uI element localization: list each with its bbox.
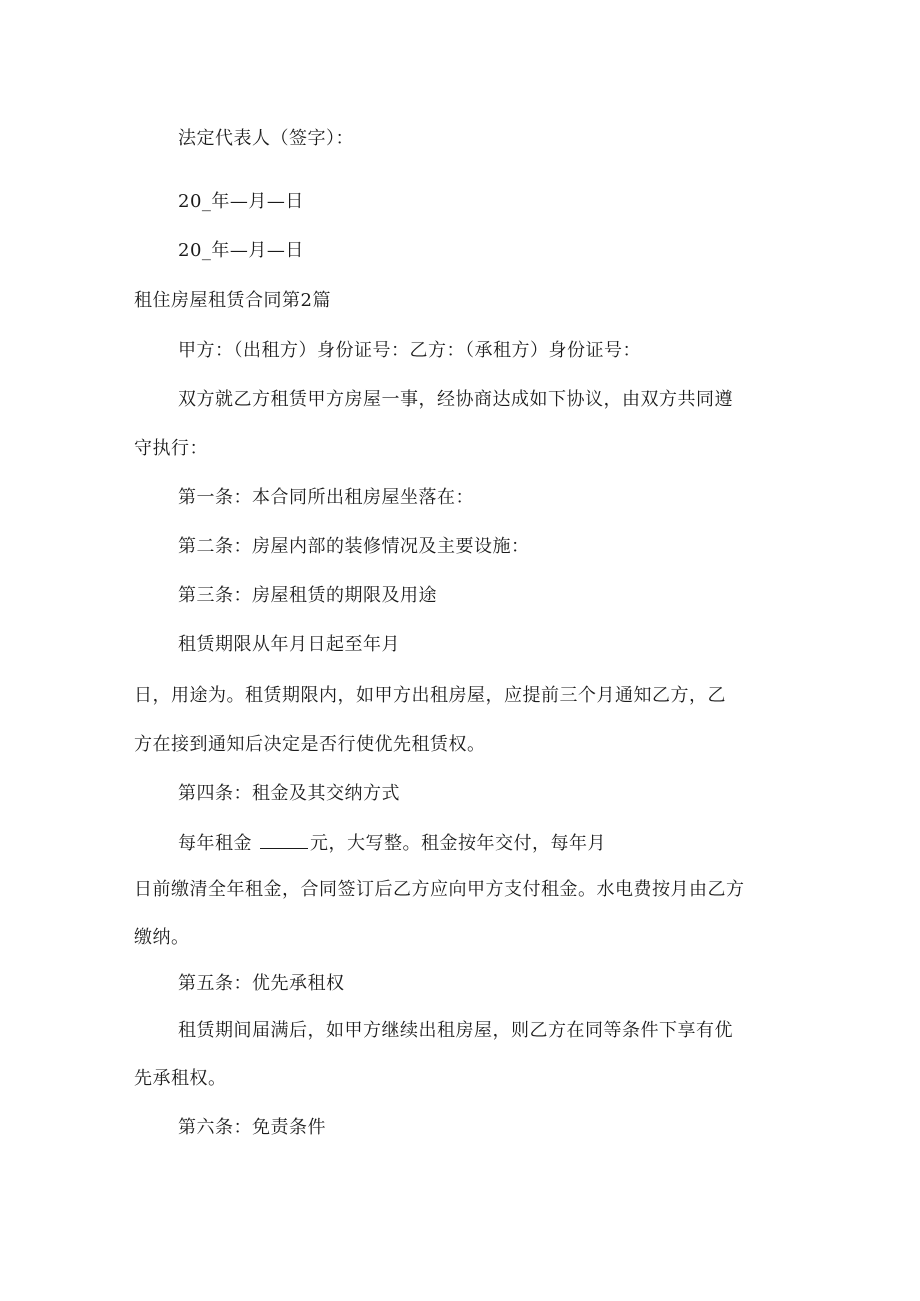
section-title: 租住房屋租赁合同第2篇 xyxy=(134,290,331,311)
article-3: 第三条：房屋租赁的期限及用途 xyxy=(178,585,437,606)
date-line-1: 20_年—月—日 xyxy=(178,191,304,212)
date-line-2: 20_年—月—日 xyxy=(178,240,304,261)
rent-terms: 元，大写整。租金按年交付，每年月 xyxy=(310,833,606,854)
article-4-paragraph-1 xyxy=(178,832,606,855)
intro-line-2: 守执行： xyxy=(134,438,208,459)
article-4-paragraph-2: 日前缴清全年租金，合同签订后乙方应向甲方支付租金。水电费按月由乙方 xyxy=(134,879,745,900)
article-5: 第五条：优先承租权 xyxy=(178,973,345,994)
parties-line: 甲方：（出租方）身份证号：乙方：（承租方）身份证号： xyxy=(178,340,641,361)
article-1: 第一条：本合同所出租房屋坐落在： xyxy=(178,487,474,508)
article-5-paragraph-2: 先承租权。 xyxy=(134,1068,227,1089)
article-3-paragraph-2: 日，用途为。租赁期限内，如甲方出租房屋，应提前三个月通知乙方，乙 xyxy=(134,685,726,706)
article-3-paragraph-3: 方在接到通知后决定是否行使优先租赁权。 xyxy=(134,734,486,755)
article-6: 第六条：免责条件 xyxy=(178,1117,326,1138)
intro-line-1: 双方就乙方租赁甲方房屋一事，经协商达成如下协议，由双方共同遵 xyxy=(178,389,733,410)
signature-line: 法定代表人（签字）： xyxy=(178,128,354,149)
article-2: 第二条：房屋内部的装修情况及主要设施： xyxy=(178,536,530,557)
rent-amount-blank xyxy=(260,832,308,849)
article-5-paragraph-1: 租赁期间届满后，如甲方继续出租房屋，则乙方在同等条件下享有优 xyxy=(178,1020,733,1041)
article-3-paragraph-1: 租赁期限从年月日起至年月 xyxy=(178,634,400,655)
article-4: 第四条：租金及其交纳方式 xyxy=(178,783,400,804)
article-4-paragraph-3: 缴纳。 xyxy=(134,927,190,948)
rent-label: 每年租金 xyxy=(178,833,252,854)
